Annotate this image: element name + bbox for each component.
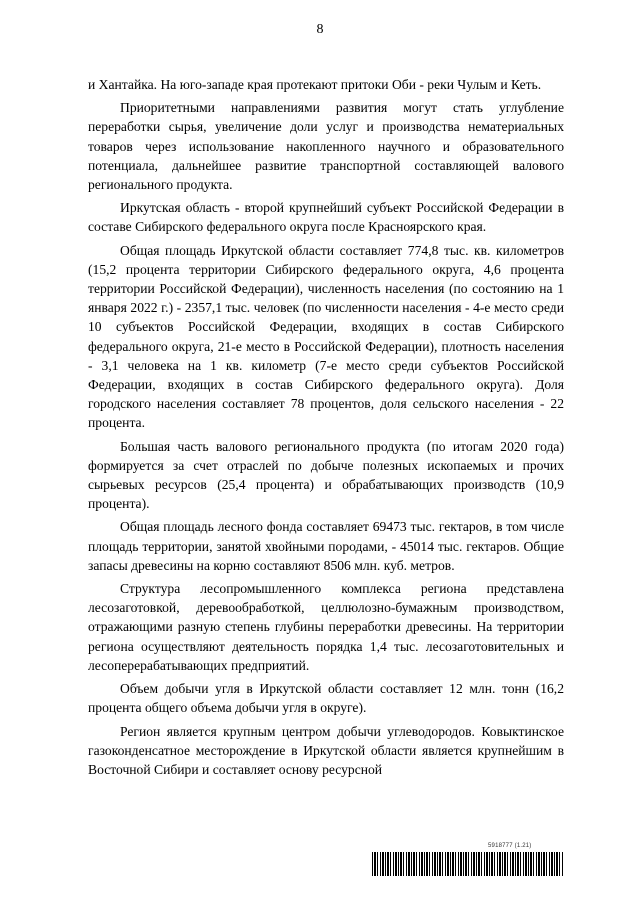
paragraph: Структура лесопромышленного комплекса региона представлена лесозаготовкой, деревообработкой, целлюлозно-бумажным производством, отражающими разную степень глубины переработки древесины. На территории региона осуществляют деятельность порядка 1,4 тыс. лесозаготовительных и лесоперерабатывающих предприятий. bbox=[88, 581, 564, 673]
paragraph: Объем добычи угля в Иркутской области составляет 12 млн. тонн (16,2 процента общего объема добычи угля в округе). bbox=[88, 681, 564, 716]
paragraph: Иркутская область - второй крупнейший субъект Российской Федерации в составе Сибирского федерального округа после Красноярского края. bbox=[88, 200, 564, 235]
paragraph-continuation: и Хантайка. На юго-западе края протекают притоки Оби - реки Чулым и Кеть. bbox=[88, 77, 542, 92]
barcode bbox=[372, 852, 564, 876]
paragraph: Общая площадь лесного фонда составляет 69473 тыс. гектаров, в том числе площадь территории, занятой хвойными породами, - 45014 тыс. гектаров. Общие запасы древесины на корню составляют 8506 млн. куб. метров. bbox=[88, 519, 564, 573]
paragraph: Большая часть валового регионального продукта (по итогам 2020 года) формируется за счет отраслей по добыче полезных ископаемых и прочих сырьевых ресурсов (25,4 процента) и обрабатывающих производств (10,9 процента). bbox=[88, 438, 564, 512]
page-number: 8 bbox=[316, 22, 324, 37]
document-code: 5918777 (1.21) bbox=[488, 843, 532, 849]
body-text bbox=[88, 75, 564, 783]
paragraph: Регион является крупным центром добычи углеводородов. Ковыктинское газоконденсатное месторождение в Иркутской области является крупнейшим в Восточной Сибири и составляет основу ресурсной bbox=[88, 723, 564, 777]
paragraph: Приоритетными направлениями развития могут стать углубление переработки сырья, увеличение доли услуг и производства нематериальных товаров через использование накопленного научного и образовательного потенциала, дальнейшее развитие транспортной составляющей валового регионального продукта. bbox=[88, 100, 564, 193]
paragraph: Общая площадь Иркутской области составляет 774,8 тыс. кв. километров (15,2 процента территории Сибирского федерального округа, 4,6 процента территории Российской Федерации), численность населения (по состоянию на 1 января 2022 г.) - 2357,1 тыс. человек (по численности населения - 4-е место среди 10 субъектов Российской Федерации, входящих в состав Сибирского федерального округа, 21-е место в Российской Федерации), плотность населения - 3,1 человека на 1 кв. километр (7-е место среди субъектов Российской Федерации, входящих в состав Сибирского федерального округа). Доля городского населения составляет 78 процентов, доля сельского населения - 22 процента. bbox=[88, 242, 564, 431]
